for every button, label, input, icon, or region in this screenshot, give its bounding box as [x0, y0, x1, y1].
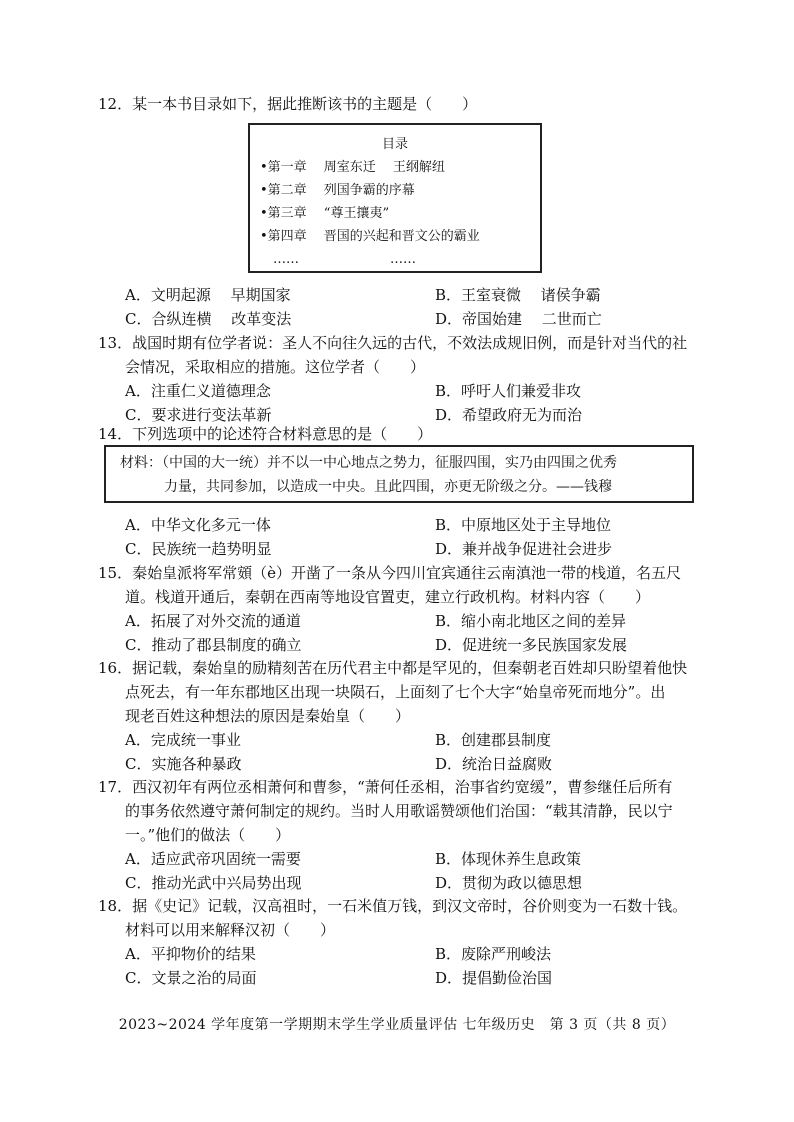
question-17-stem-line: 的事务依然遵守萧何制定的规约。当时人用歌谣赞颂他们治国：“载其清静，民以宁	[125, 802, 673, 820]
option-d: D．贯彻为政以德思想	[435, 874, 583, 892]
table-of-contents-box	[248, 123, 542, 273]
option-a: A．中华文化多元一体	[125, 516, 271, 534]
option-c: C．实施各种暴政	[125, 755, 242, 773]
question-17	[98, 775, 698, 895]
question-12-stem: 12．某一本书目录如下，据此推断该书的主题是（ ）	[98, 95, 478, 113]
option-d: D．促进统一多民族国家发展	[435, 636, 628, 654]
option-b: B．体现休养生息政策	[435, 850, 582, 868]
option-d: D．帝国始建 二世而亡	[435, 310, 602, 328]
toc-item: •第二章 列国争霸的序幕	[260, 183, 415, 198]
option-c: C．民族统一趋势明显	[125, 540, 272, 558]
option-a: A．完成统一事业	[125, 731, 241, 749]
question-16-stem-line: 现老百姓这种想法的原因是秦始皇（ ）	[125, 707, 411, 725]
option-b: B．王室衰微 诸侯争霸	[435, 286, 601, 304]
question-18	[98, 894, 698, 990]
question-12	[98, 92, 698, 116]
material-box	[104, 445, 694, 503]
question-13-stem-line: 会情况，采取相应的措施。这位学者（ ）	[125, 358, 426, 376]
option-b: B．废除严刑峻法	[435, 945, 552, 963]
option-d: D．统治日益腐败	[435, 755, 553, 773]
question-17-stem-line: 一。”他们的做法（ ）	[125, 826, 291, 844]
option-a: A．拓展了对外交流的通道	[125, 612, 301, 630]
question-16	[98, 656, 698, 776]
question-15-stem-line: 道。栈道开通后，秦朝在西南等地设官置吏，建立行政机构。材料内容（ ）	[125, 588, 651, 606]
option-c: C．推动了郡县制度的确立	[125, 636, 302, 654]
option-a: A．文明起源 早期国家	[125, 286, 291, 304]
question-15	[98, 561, 698, 657]
material-line: 力量，共同参加，以造成一中央。且此四围，亦更无阶级之分。——钱穆	[164, 479, 612, 495]
option-b: B．中原地区处于主导地位	[435, 516, 612, 534]
question-13	[98, 331, 698, 427]
option-a: A．适应武帝巩固统一需要	[125, 850, 301, 868]
option-c: C．推动光武中兴局势出现	[125, 874, 302, 892]
toc-item: …… ……	[260, 252, 417, 267]
option-d: D．希望政府无为而治	[435, 406, 583, 424]
option-b: B．创建郡县制度	[435, 731, 552, 749]
question-16-stem-line: 点死去，有一年东郡地区出现一块陨石，上面刻了七个大字“始皇帝死而地分”。出	[125, 683, 666, 701]
option-c: C．要求进行变法革新	[125, 406, 272, 424]
option-a: A．注重仁义道德理念	[125, 382, 271, 400]
option-c: C．文景之治的局面	[125, 969, 257, 987]
question-14	[98, 422, 698, 446]
material-line: 材料：（中国的大一统）并不以一中心地点之势力，征服四围，实乃由四围之优秀	[120, 455, 617, 471]
option-d: D．提倡勤俭治国	[435, 969, 553, 987]
question-12-options	[98, 283, 698, 331]
question-18-stem-line: 材料可以用来解释汉初（ ）	[125, 921, 336, 939]
option-b: B．呼吁人们兼爱非攻	[435, 382, 582, 400]
question-14-stem: 14．下列选项中的论述符合材料意思的是（ ）	[98, 425, 433, 443]
toc-item: •第四章 晋国的兴起和晋文公的霸业	[260, 229, 480, 244]
question-13-stem-line: 13．战国时期有位学者说：圣人不向往久远的古代，不效法成规旧例，而是针对当代的社	[98, 334, 688, 352]
toc-title: 目录	[381, 137, 408, 152]
option-c: C．合纵连横 改革变法	[125, 310, 292, 328]
question-16-stem-line: 16．据记载，秦始皇的励精刻苦在历代君主中都是罕见的，但秦朝老百姓却只盼望着他快	[98, 659, 688, 677]
question-15-stem-line: 15．秦始皇派将军常頞（è）开凿了一条从今四川宜宾通往云南滇池一带的栈道，名五尺	[98, 564, 681, 582]
option-b: B．缩小南北地区之间的差异	[435, 612, 627, 630]
question-17-stem-line: 17．西汉初年有两位丞相萧何和曹参，“萧何任丞相，治事省约宽缓”，曹参继任后所有	[98, 778, 673, 796]
page-footer: 2023~2024 学年度第一学期期末学生学业质量评估 七年级历史 第 3 页（共 8 页）	[118, 1017, 676, 1033]
option-d: D．兼并战争促进社会进步	[435, 540, 613, 558]
question-14-options	[98, 513, 698, 561]
toc-item: •第一章 周室东迁 王纲解纽	[260, 160, 445, 175]
toc-item: •第三章 “尊王攘夷”	[260, 206, 390, 221]
question-18-stem-line: 18．据《史记》记载，汉高祖时，一石米值万钱，到汉文帝时，谷价则变为一石数十钱。	[98, 897, 688, 915]
option-a: A．平抑物价的结果	[125, 945, 256, 963]
